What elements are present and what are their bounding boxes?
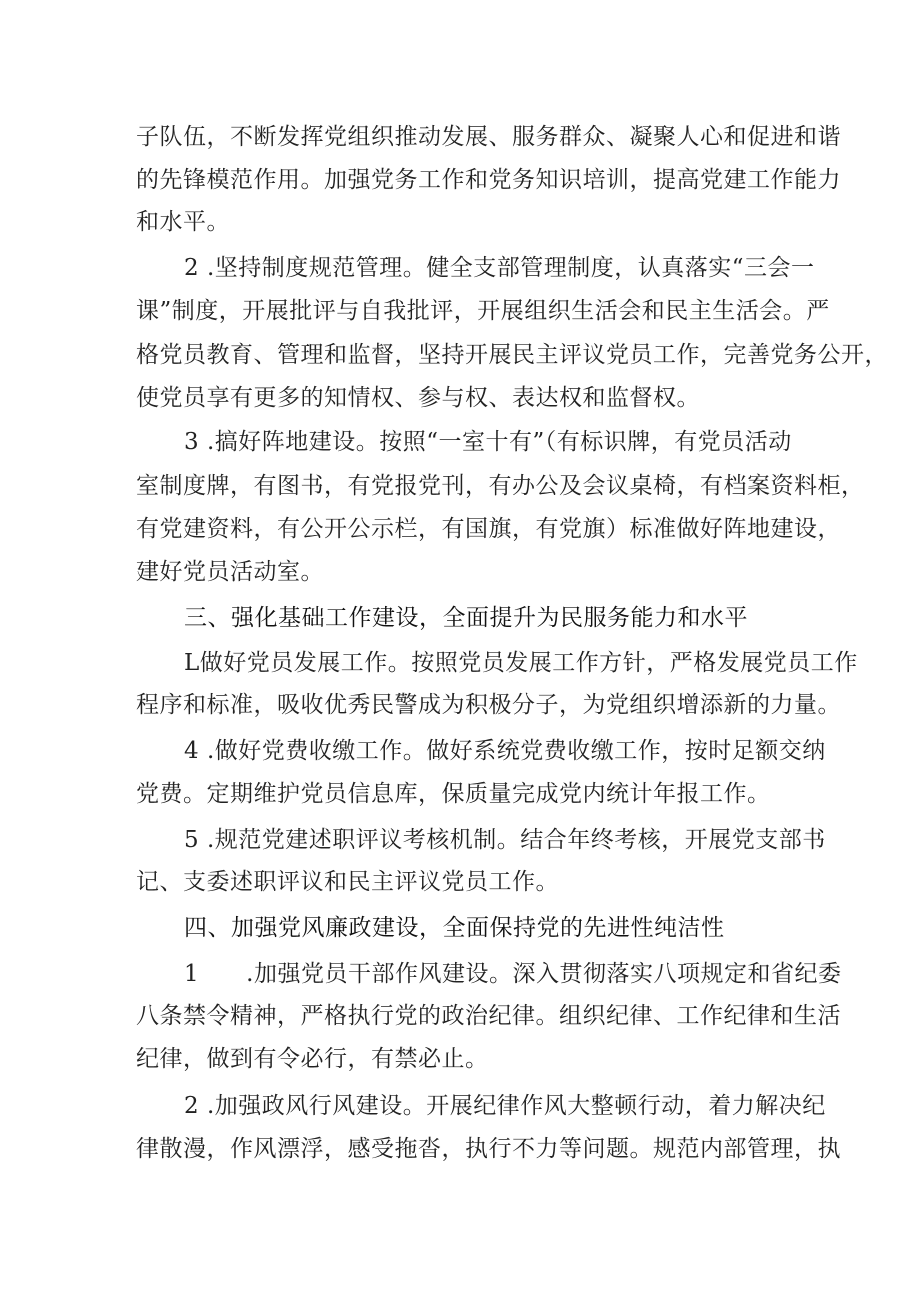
paragraph-line: 纪律，做到有令必行，有禁必止。 — [136, 1046, 489, 1072]
section-heading: 三、强化基础工作建设，全面提升为民服务能力和水平 — [184, 605, 748, 631]
paragraph-line: 程序和标准，吸收优秀民警成为积极分子，为党组织增添新的力量。 — [136, 692, 841, 718]
paragraph-line: 1 .加强党员干部作风建设。深入贯彻落实八项规定和省纪委 — [184, 961, 842, 987]
paragraph-line: 八条禁令精神，严格执行党的政治纪律。组织纪律、工作纪律和生活 — [136, 1003, 841, 1029]
paragraph-line: 2 .坚持制度规范管理。健全支部管理制度，认真落实“三会一 — [184, 255, 815, 281]
paragraph-line: 3 .搞好阵地建设。按照“一室十有”（有标识牌，有党员活动 — [184, 429, 792, 455]
paragraph-line: L做好党员发展工作。按照党员发展工作方针，严格发展党员工作 — [184, 650, 858, 676]
paragraph-line: 律散漫，作风漂浮，感受拖沓，执行不力等问题。规范内部管理，执 — [136, 1136, 841, 1162]
paragraph-line: 有党建资料，有公开公示栏，有国旗，有党旗）标准做好阵地建设， — [136, 516, 841, 542]
paragraph-line: 子队伍，不断发挥党组织推动发展、服务群众、凝聚人心和促进和谐 — [136, 124, 841, 150]
paragraph-line: 党费。定期维护党员信息库，保质量完成党内统计年报工作。 — [136, 781, 771, 807]
paragraph-line: 的先锋模范作用。加强党务工作和党务知识培训，提高党建工作能力 — [136, 167, 841, 193]
paragraph-line: 5 .规范党建述职评议考核机制。结合年终考核，开展党支部书 — [184, 827, 826, 853]
paragraph-line: 建好党员活动室。 — [136, 559, 324, 585]
paragraph-line: 使党员享有更多的知情权、参与权、表达权和监督权。 — [136, 385, 700, 411]
paragraph-line: 室制度牌，有图书，有党报党刊，有办公及会议桌椅，有档案资料柜， — [136, 473, 865, 499]
paragraph-line: 和水平。 — [136, 209, 230, 235]
paragraph-line: 课”制度，开展批评与自我批评，开展组织生活会和民主生活会。严 — [136, 298, 830, 324]
paragraph-line: 格党员教育、管理和监督，坚持开展民主评议党员工作，完善党务公开， — [136, 342, 888, 368]
section-heading: 四、加强党风廉政建设，全面保持党的先进性纯洁性 — [184, 915, 725, 941]
paragraph-line: 2 .加强政风行风建设。开展纪律作风大整顿行动，着力解决纪 — [184, 1093, 826, 1119]
paragraph-line: 4 .做好党费收缴工作。做好系统党费收缴工作，按时足额交纳 — [184, 738, 826, 764]
paragraph-line: 记、支委述职评议和民主评议党员工作。 — [136, 869, 559, 895]
